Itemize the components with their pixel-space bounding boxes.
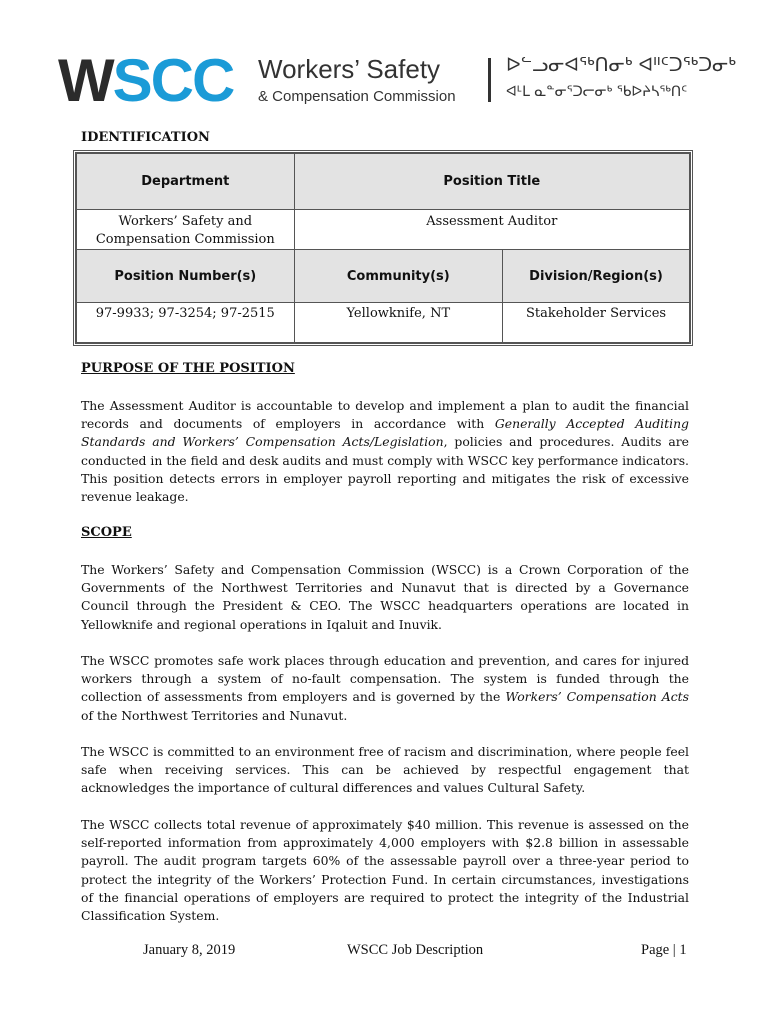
position-title-value: Assessment Auditor: [294, 210, 689, 250]
department-header: Department: [77, 154, 295, 210]
logo-syllabics-line1: ᐅᓪᓗᓂᐊᖅᑎᓂᒃ ᐊᐦᑦᑐᖅᑐᓂᒃ: [506, 54, 737, 76]
community-header: Community(s): [294, 250, 502, 303]
scope-heading: SCOPE: [81, 525, 132, 540]
logo-syllabics-line2: ᐊᒻᒪ ᓇᓐᓂᕐᑐᓕᓂᒃ ᖃᐅᔨᓴᖅᑎᑦ: [506, 84, 688, 100]
footer-page-number: Page | 1: [641, 942, 687, 958]
department-value: Workers’ Safety and Compensation Commission: [77, 210, 295, 250]
division-value: Stakeholder Services: [503, 303, 690, 343]
footer-date: January 8, 2019: [143, 942, 236, 958]
position-title-header: Position Title: [294, 154, 689, 210]
logo-org-name-line1: Workers’ Safety: [258, 54, 441, 84]
community-value: Yellowknife, NT: [294, 303, 502, 343]
division-header: Division/Region(s): [503, 250, 690, 303]
scope-paragraph-4: The WSCC collects total revenue of approximately $40 million. This revenue is assessed on the self-reported information from approximately 4,000 employers with $2.8 billion in assessable payroll. The audit program targets 60% of the assessable payroll over a three-year period to protect the integrity of the Workers’ Protection Fund. In certain circumstances, investigations of the financial operations of employers are required to protect the integrity of the Industrial Classification System.: [81, 817, 689, 924]
wscc-logo: [58, 47, 738, 114]
logo-divider: [488, 58, 491, 102]
position-numbers-value: 97-9933; 97-3254; 97-2515: [77, 303, 295, 343]
identification-heading: IDENTIFICATION: [81, 130, 210, 145]
purpose-heading: PURPOSE OF THE POSITION: [81, 361, 295, 376]
logo-wordmark: WSCC: [58, 47, 234, 114]
identification-table: [73, 150, 693, 346]
logo-org-name-line2: & Compensation Commission: [258, 88, 456, 105]
scope-paragraph-1: The Workers’ Safety and Compensation Commission (WSCC) is a Crown Corporation of the Governments of the Northwest Territories and Nunavut that is directed by a Governance Council through the President & CEO. The WSCC headquarters operations are located in Yellowknife and regional operations in Iqaluit and Inuvik.: [81, 562, 689, 632]
purpose-paragraph: The Assessment Auditor is accountable to develop and implement a plan to audit the financial records and documents of employers in accordance with Generally Accepted Auditing Standards and Workers’ Compensation Acts/Legislation, policies and procedures. Audits are conducted in the field and desk audits and must comply with WSCC key performance indicators. This position detects errors in employer payroll reporting and mitigates the risk of excessive revenue leakage.: [81, 398, 689, 505]
footer-title: WSCC Job Description: [347, 942, 484, 958]
scope-paragraph-2: The WSCC promotes safe work places through education and prevention, and cares for injured workers through a system of no-fault compensation. The system is funded through the collection of assessments from employers and is governed by the Workers’ Compensation Acts of the Northwest Territories and Nunavut.: [81, 653, 689, 723]
scope-paragraph-3: The WSCC is committed to an environment free of racism and discrimination, where people feel safe when receiving services. This can be achieved by respectful engagement that acknowledges the importance of cultural differences and values Cultural Safety.: [81, 744, 689, 796]
position-numbers-header: Position Number(s): [77, 250, 295, 303]
